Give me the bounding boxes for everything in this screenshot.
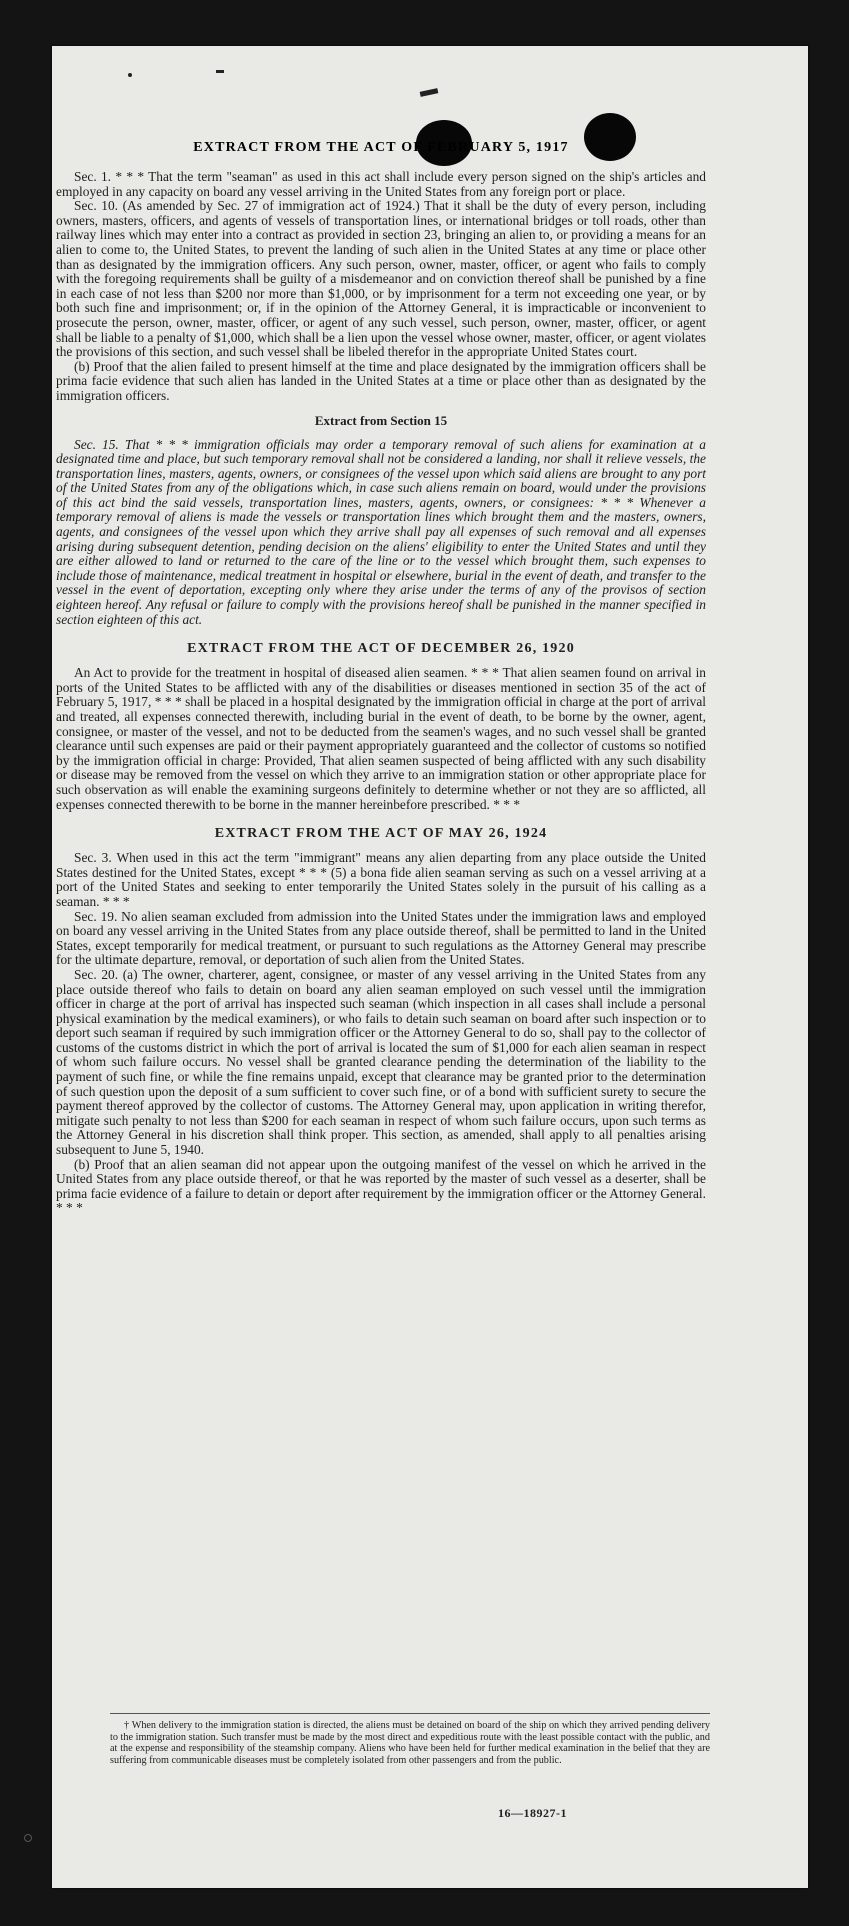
act-1924-sec20b-paragraph: (b) Proof that an alien seaman did not appear upon the outgoing manifest of the vessel on which he arrived in the United States from any place outside thereof, or that he was reported by the master of such vessel as a deserter, shall be prima facie evidence of a failure to detain or deport after requirement by the immigration officer or the Attorney General. * * * (56, 1156, 706, 1216)
section-15-paragraph: Sec. 15. That * * * immigration officials may order a temporary removal of such aliens for examination at a designated time and place, but such temporary removal shall not be considered a landing, nor shall it relieve vessels, the transportation lines, masters, agents, owners, or consignees of the vessel upon which said aliens are brought to any port of the United States from any of the obligations which, in case such aliens remain on board, would under the provisions of this act bind the said vessels, transportation lines, masters, agents, owners, or consignees: * * * Whenever a temporary removal of aliens is made the vessels or transportation lines which brought them and the masters, owners, agents, and consignees of the vessel upon which they arrive shall pay all expenses of such removal and all expenses arising during subsequent detention, pending decision on the aliens' eligibility to enter the United States and until they are either allowed to land or returned to the care of the line or to the vessel which brought them, such expenses to include those of maintenance, medical treatment in hospital or elsewhere, burial in the event of death, and transfer to the vessel in the event of deportation, excepting only where they arise under the terms of any of the provisos of section eighteen hereof. Any refusal or failure to comply with the provisions hereof shall be punished in the manner specified in section eighteen of this act. (56, 436, 706, 627)
ink-mark (128, 73, 132, 77)
header-title: EXTRACT FROM THE ACT OF FEBRUARY 5, 1917 (193, 140, 569, 155)
section-15-heading: Extract from Section 15 (314, 412, 448, 428)
footnote-text: † When delivery to the immigration station is directed, the aliens must be detained on board of the ship on which they arrived pending delivery to the immigration station. Such transfer must be made by the most direct and expeditious route with the least possible contact with the public, and at the expense and responsibility of the steamship company. Aliens who have been held for further medical examination in the belief that they are suffering from communicable diseases must be completely isolated from other passengers and from the public. (110, 1720, 710, 1766)
act-1924-heading: EXTRACT FROM THE ACT OF MAY 26, 1924 (214, 826, 548, 842)
act-1924-sec3-paragraph: Sec. 3. When used in this act the term "immigrant" means any alien departing from any place outside the United States destined for the United States, except * * * (5) a bona fide alien seaman serving as such on a vessel arriving at a port of the United States and seeking to enter temporarily the United States solely in the pursuit of his calling as a seaman. * * * (56, 850, 706, 909)
act-1924-sec20a-paragraph: Sec. 20. (a) The owner, charterer, agent, consignee, or master of any vessel arriving in the United States from any place outside thereof who fails to detain on board any alien seaman employed on such vessel until the immigration officer in charge at the port of arrival has inspected such seaman (which inspection in all cases shall include a personal physical examination by the medical examiners), or who fails to detain such seaman on board after such inspection or to deport such seaman if required by such immigration officer or the Attorney General to do so, shall pay to the collector of customs of the customs district in which the port of arrival is located the sum of $1,000 for each alien seaman in respect of whom such failure occurs. No vessel shall be granted clearance pending the determination of the liability to the payment of such fine, or while the fine remains unpaid, except that clearance may be granted prior to the determination of such question upon the deposit of a sum sufficient to cover such fine, or of a bond with sufficient surety to secure the payment thereof approved by the collector of customs. The Attorney General may, upon application in writing therefor, mitigate such penalty to not less than $200 for each seaman in respect of whom such failure occurs, upon such terms as the Attorney General in his discretion shall think proper. This section, as amended, shall apply to all penalties arising subsequent to June 5, 1940. (56, 966, 706, 1158)
edge-mark (24, 1834, 32, 1842)
section-10-paragraph: Sec. 10. (As amended by Sec. 27 of immigration act of 1924.) That it shall be the duty of every person, including owners, masters, officers, and agents of vessels of transportation lines, or international bridges or toll roads, other than railway lines which may enter into a contract as provided in section 23, bringing an alien to, or providing a means for an alien to come to, the United States, to prevent the landing of such alien in the United States at any time or place other than as designated by the immigration officers. Any such person, owner, master, officer, or agent who fails to comply with the foregoing requirements shall be guilty of a misdemeanor and on conviction thereof shall be punished by a fine in each case of not less than $200 nor more than $1,000, or by imprisonment for a term not exceeding one year, or by both such fine and imprisonment; or, if in the opinion of the Attorney General, it is impracticable or inconvenient to prosecute the person, owner, master, officer, or agent of any such vessel, such person, owner, master, officer, or agent shall be liable to a penalty of $1,000, which shall be a lien upon the vessel whose owner, master, officer, or agent violates the provisions of this section, and such vessel shall be libeled therefor in the appropriate United States court. (56, 198, 707, 360)
ink-mark (216, 70, 224, 73)
footnote-divider (110, 1713, 710, 1714)
section-1-paragraph: Sec. 1. * * * That the term "seaman" as used in this act shall include every person signed on the ship's articles and employed in any capacity on board any vessel arriving in the United States from any foreign port or place. (56, 169, 706, 199)
document-body (56, 170, 706, 1216)
section-10b-paragraph: (b) Proof that the alien failed to present himself at the time and place designated by the immigration officers shall be prima facie evidence that such alien has landed in the United States at a time or place other than as designated by the immigration officers. (56, 358, 706, 403)
document-number: 16—18927-1 (498, 1806, 567, 1820)
act-1920-paragraph: An Act to provide for the treatment in hospital of diseased alien seamen. * * * That alien seamen found on arrival in ports of the United States to be afflicted with any of the disabilities or diseases mentioned in section 35 of the act of February 5, 1917, * * * shall be placed in a hospital designated by the immigration official in charge at the port of arrival and treated, all expenses connected therewith, including burial in the event of death, to be borne by the owner, agent, consignee, or master of the vessel, and not to be deducted from the seamen's wages, and no such vessel shall be granted clearance until such expenses are paid or their payment appropriately guaranteed and the collector of customs so notified by the immigration official in charge: Provided, That alien seamen suspected of being afflicted with any such disability or disease may be removed from the vessel on which they arrive to an immigration station or other appropriate place for such observation as will enable the examining surgeons definitely to determine whether or not they are so afflicted, all expenses connected therewith to be borne in the manner hereinbefore prescribed. * * * (56, 665, 706, 812)
act-1920-heading: EXTRACT FROM THE ACT OF DECEMBER 26, 1920 (187, 641, 575, 657)
act-1924-sec19-paragraph: Sec. 19. No alien seaman excluded from admission into the United States under the immigration laws and employed on board any vessel arriving in the United States from any place outside thereof, shall be permitted to land in the United States, except temporarily for medical treatment, or pursuant to such regulations as the Attorney General may prescribe for the ultimate departure, removal, or deportation of such alien from the United States. (56, 908, 706, 968)
